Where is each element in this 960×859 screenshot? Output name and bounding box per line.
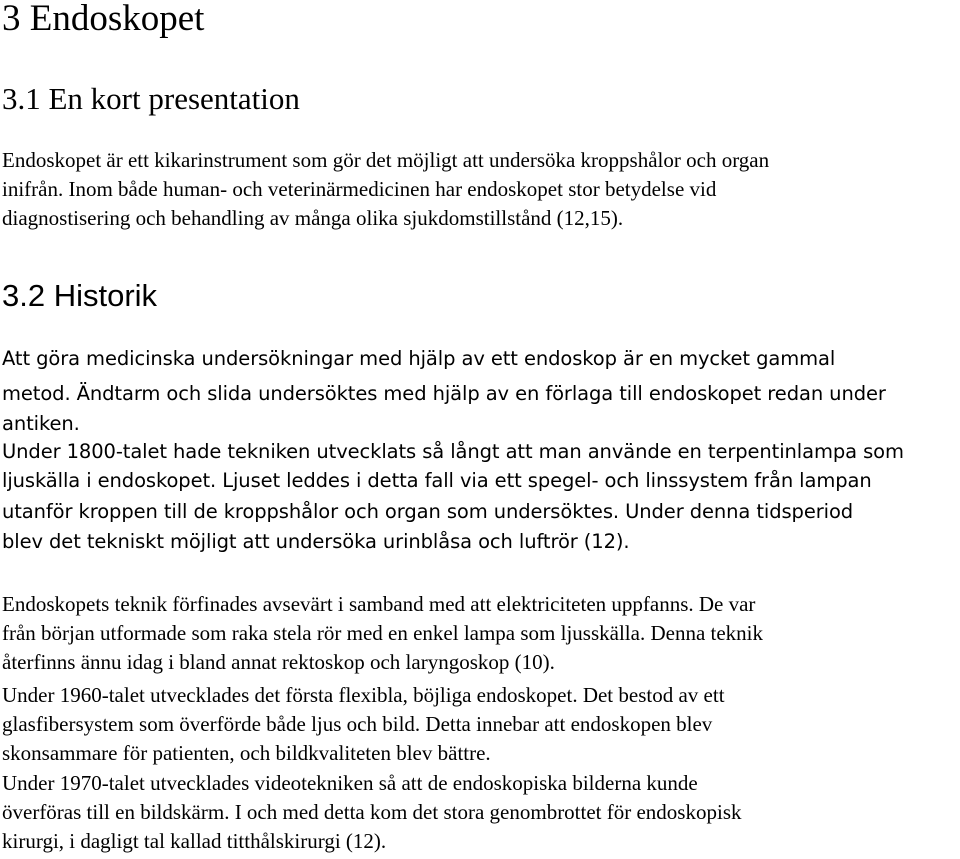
section-heading-presentation: 3.1 En kort presentation [2, 81, 300, 116]
text-line: Under 1970-talet utvecklades videotekniken så att de endoskopiska bilderna kunde [2, 771, 698, 795]
chapter-heading: 3 Endoskopet [2, 0, 205, 39]
text-line: Under 1960-talet utvecklades det första flexibla, böjliga endoskopet. Det bestod av ett [2, 683, 725, 707]
text-line: diagnostisering och behandling av många olika sjukdomstillstånd (12,15). [2, 206, 624, 230]
text-line: metod. Ändtarm och slida undersöktes med hjälp av en förlaga till endoskopet redan under [2, 382, 886, 405]
text-line: från början utformade som raka stela rör med en enkel lampa som ljusskälla. Denna teknik [2, 621, 764, 645]
text-line: Endoskopets teknik förfinades avsevärt i samband med att elektriciteten uppfanns. De var [2, 592, 756, 616]
text-line: inifrån. Inom både human- och veterinärmedicinen har endoskopet stor betydelse vid [2, 177, 717, 201]
text-line: överföras till en bildskärm. I och med detta kom det stora genombrottet för endoskopisk [2, 800, 742, 824]
text-line: återfinns ännu idag i bland annat rektoskop och laryngoskop (10). [2, 650, 555, 674]
text-line: skonsammare för patienten, och bildkvaliteten blev bättre. [2, 741, 491, 765]
text-line: glasfibersystem som överförde både ljus och bild. Detta innebar att endoskopen blev [2, 712, 713, 736]
text-line: Under 1800-talet hade tekniken utvecklats så långt att man använde en terpentinlampa som [2, 440, 904, 463]
text-line: Att göra medicinska undersökningar med hjälp av ett endoskop är en mycket gammal [2, 347, 836, 370]
text-line: blev det tekniskt möjligt att undersöka urinblåsa och luftrör (12). [2, 530, 630, 553]
text-line: utanför kroppen till de kroppshålor och organ som undersöktes. Under denna tidsperiod [2, 500, 854, 523]
text-line: antiken. [2, 412, 80, 435]
text-line: kirurgi, i dagligt tal kallad titthålskirurgi (12). [2, 829, 387, 853]
section-heading-historik: 3.2 Historik [2, 278, 158, 313]
text-line: ljuskälla i endoskopet. Ljuset leddes i detta fall via ett spegel- och linssystem från lampan [2, 469, 872, 492]
text-line: Endoskopet är ett kikarinstrument som gör det möjligt att undersöka kroppshålor och organ [2, 148, 770, 172]
